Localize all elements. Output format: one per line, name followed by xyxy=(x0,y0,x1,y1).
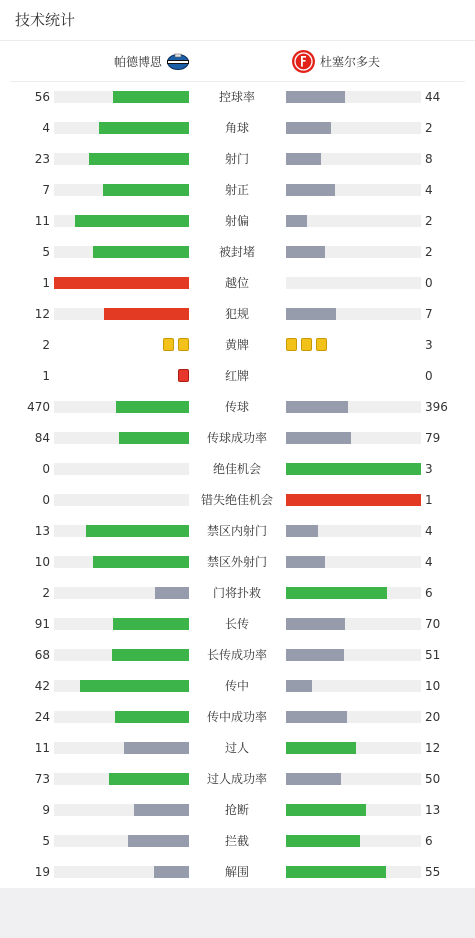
away-bar-fill xyxy=(286,184,335,196)
stat-label: 黄牌 xyxy=(224,338,249,352)
yellow-card-icon xyxy=(301,338,312,351)
stat-row xyxy=(0,392,475,423)
away-value: 10 xyxy=(425,679,441,693)
stat-row xyxy=(0,857,475,888)
stat-row xyxy=(0,547,475,578)
away-bar-fill xyxy=(286,680,312,692)
away-bar-track xyxy=(286,215,421,227)
away-value: 8 xyxy=(425,152,433,166)
home-bar-fill xyxy=(80,680,189,692)
stat-label: 传球 xyxy=(224,400,249,414)
home-value: 470 xyxy=(27,400,50,414)
home-bar-track xyxy=(54,246,189,258)
away-bar-track xyxy=(286,308,421,320)
away-bar-fill xyxy=(286,463,421,475)
stat-row xyxy=(0,175,475,206)
away-value: 0 xyxy=(425,276,433,290)
away-value: 4 xyxy=(425,555,433,569)
stat-row xyxy=(0,516,475,547)
home-value: 1 xyxy=(42,276,50,290)
home-bar-fill xyxy=(115,711,189,723)
home-value: 2 xyxy=(42,338,50,352)
home-bar-fill xyxy=(113,618,189,630)
stat-label: 传中成功率 xyxy=(206,710,267,724)
away-bar-track xyxy=(286,525,421,537)
home-value: 11 xyxy=(34,741,50,755)
home-bar-track xyxy=(54,308,189,320)
stat-row xyxy=(0,795,475,826)
away-bar-fill xyxy=(286,556,325,568)
away-bar-track xyxy=(286,432,421,444)
stat-row xyxy=(0,454,475,485)
stat-label: 长传 xyxy=(224,617,249,631)
stat-label: 错失绝佳机会 xyxy=(200,493,273,507)
stat-row xyxy=(0,206,475,237)
away-bar-fill xyxy=(286,649,344,661)
home-bar-track xyxy=(54,711,189,723)
home-bar-fill xyxy=(112,649,189,661)
home-team-name: 帕德博恩 xyxy=(114,54,163,69)
home-cards xyxy=(178,369,189,382)
home-bar-fill xyxy=(103,184,189,196)
stat-row xyxy=(0,330,475,361)
stats-list xyxy=(0,82,475,888)
away-value: 2 xyxy=(425,214,433,228)
home-bar-track xyxy=(54,91,189,103)
home-value: 56 xyxy=(34,90,50,104)
home-value: 12 xyxy=(34,307,50,321)
away-bar-fill xyxy=(286,866,386,878)
home-bar-track xyxy=(54,153,189,165)
away-bar-track xyxy=(286,618,421,630)
home-value: 10 xyxy=(34,555,50,569)
home-value: 9 xyxy=(42,803,50,817)
away-bar-track xyxy=(286,91,421,103)
stat-label: 拦截 xyxy=(224,834,249,848)
stat-row xyxy=(0,640,475,671)
stat-label: 射偏 xyxy=(224,214,249,228)
stat-label: 控球率 xyxy=(218,90,255,104)
home-bar-fill xyxy=(119,432,189,444)
stat-label: 犯规 xyxy=(224,307,249,321)
away-bar-fill xyxy=(286,308,336,320)
home-bar-track xyxy=(54,649,189,661)
away-value: 50 xyxy=(425,772,441,786)
home-bar-fill xyxy=(93,246,189,258)
home-bar-track xyxy=(54,556,189,568)
home-bar-track xyxy=(54,401,189,413)
away-value: 4 xyxy=(425,183,433,197)
home-bar-fill xyxy=(116,401,189,413)
home-value: 0 xyxy=(42,462,50,476)
away-bar-fill xyxy=(286,804,366,816)
home-value: 4 xyxy=(42,121,50,135)
away-value: 20 xyxy=(425,710,441,724)
home-value: 11 xyxy=(34,214,50,228)
stat-label: 解围 xyxy=(224,865,249,879)
stat-row xyxy=(0,144,475,175)
away-bar-track xyxy=(286,153,421,165)
stat-row xyxy=(0,764,475,795)
home-value: 7 xyxy=(42,183,50,197)
home-bar-fill xyxy=(104,308,189,320)
away-bar-track xyxy=(286,463,421,475)
home-value: 73 xyxy=(34,772,50,786)
home-value: 91 xyxy=(34,617,50,631)
away-value: 44 xyxy=(425,90,441,104)
away-cards xyxy=(286,338,327,351)
stat-row xyxy=(0,423,475,454)
away-bar-track xyxy=(286,122,421,134)
home-bar-fill xyxy=(86,525,189,537)
home-value: 23 xyxy=(34,152,50,166)
stat-label: 过人 xyxy=(224,741,249,755)
home-bar-track xyxy=(54,122,189,134)
paderborn-crest-icon xyxy=(166,53,190,70)
home-bar-fill xyxy=(134,804,189,816)
divider xyxy=(0,40,475,41)
away-bar-track xyxy=(286,835,421,847)
away-bar-fill xyxy=(286,773,341,785)
home-value: 0 xyxy=(42,493,50,507)
away-bar-fill xyxy=(286,401,348,413)
away-value: 12 xyxy=(425,741,441,755)
away-bar-track xyxy=(286,773,421,785)
stat-label: 绝佳机会 xyxy=(212,462,261,476)
stat-row xyxy=(0,671,475,702)
away-bar-fill xyxy=(286,494,421,506)
stat-row xyxy=(0,702,475,733)
home-value: 84 xyxy=(34,431,50,445)
home-bar-fill xyxy=(124,742,189,754)
home-bar-track xyxy=(54,742,189,754)
away-bar-fill xyxy=(286,432,351,444)
stat-row xyxy=(0,733,475,764)
away-value: 79 xyxy=(425,431,441,445)
away-bar-track xyxy=(286,804,421,816)
home-bar-track xyxy=(54,618,189,630)
home-bar-track xyxy=(54,866,189,878)
away-team-name: 杜塞尔多夫 xyxy=(320,54,381,69)
stat-row xyxy=(0,578,475,609)
home-bar-track xyxy=(54,184,189,196)
away-bar-fill xyxy=(286,525,318,537)
stat-row xyxy=(0,826,475,857)
home-bar-track xyxy=(54,494,189,506)
away-bar-fill xyxy=(286,835,360,847)
stat-label: 禁区内射门 xyxy=(206,524,267,538)
home-bar-track xyxy=(54,804,189,816)
home-value: 2 xyxy=(42,586,50,600)
away-bar-fill xyxy=(286,618,345,630)
home-cards xyxy=(163,338,189,351)
away-value: 7 xyxy=(425,307,433,321)
away-bar-fill xyxy=(286,122,331,134)
stat-label: 禁区外射门 xyxy=(206,555,267,569)
home-value: 24 xyxy=(34,710,50,724)
home-bar-fill xyxy=(75,215,189,227)
away-value: 51 xyxy=(425,648,441,662)
away-bar-fill xyxy=(286,246,325,258)
page-title: 技术统计 xyxy=(15,11,76,29)
stat-row xyxy=(0,609,475,640)
away-bar-track xyxy=(286,742,421,754)
away-value: 0 xyxy=(425,369,433,383)
home-bar-fill xyxy=(93,556,189,568)
stat-label: 红牌 xyxy=(224,369,249,383)
away-value: 3 xyxy=(425,338,433,352)
away-value: 4 xyxy=(425,524,433,538)
stat-label: 被封堵 xyxy=(218,245,255,259)
away-bar-track xyxy=(286,246,421,258)
stat-row xyxy=(0,485,475,516)
away-value: 13 xyxy=(425,803,441,817)
home-bar-fill xyxy=(99,122,189,134)
home-bar-fill xyxy=(54,277,189,289)
away-value: 6 xyxy=(425,586,433,600)
home-bar-track xyxy=(54,463,189,475)
away-bar-track xyxy=(286,587,421,599)
away-team[interactable] xyxy=(291,51,380,71)
home-bar-track xyxy=(54,215,189,227)
yellow-card-icon xyxy=(286,338,297,351)
away-bar-track xyxy=(286,401,421,413)
away-value: 1 xyxy=(425,493,433,507)
red-card-icon xyxy=(178,369,189,382)
home-value: 5 xyxy=(42,834,50,848)
yellow-card-icon xyxy=(316,338,327,351)
stat-label: 越位 xyxy=(224,276,249,290)
away-value: 6 xyxy=(425,834,433,848)
away-value: 55 xyxy=(425,865,441,879)
home-value: 5 xyxy=(42,245,50,259)
away-value: 70 xyxy=(425,617,441,631)
stat-label: 门将扑救 xyxy=(212,586,261,600)
home-bar-track xyxy=(54,835,189,847)
away-bar-track xyxy=(286,680,421,692)
away-value: 2 xyxy=(425,121,433,135)
home-value: 1 xyxy=(42,369,50,383)
yellow-card-icon xyxy=(178,338,189,351)
away-bar-fill xyxy=(286,215,307,227)
stat-label: 角球 xyxy=(224,121,249,135)
away-bar-fill xyxy=(286,587,387,599)
stat-label: 长传成功率 xyxy=(206,648,267,662)
stat-row xyxy=(0,299,475,330)
away-value: 396 xyxy=(425,400,448,414)
home-bar-track xyxy=(54,525,189,537)
away-bar-fill xyxy=(286,91,345,103)
home-bar-track xyxy=(54,432,189,444)
home-bar-track xyxy=(54,773,189,785)
stat-label: 抢断 xyxy=(224,803,249,817)
stat-row xyxy=(0,82,475,113)
away-bar-track xyxy=(286,711,421,723)
away-bar-track xyxy=(286,277,421,289)
stat-row xyxy=(0,113,475,144)
home-bar-fill xyxy=(128,835,189,847)
stat-label: 过人成功率 xyxy=(206,772,267,786)
home-bar-fill xyxy=(89,153,189,165)
away-bar-track xyxy=(286,184,421,196)
home-team[interactable] xyxy=(114,51,190,71)
home-bar-fill xyxy=(109,773,189,785)
away-bar-track xyxy=(286,556,421,568)
home-value: 19 xyxy=(34,865,50,879)
away-value: 2 xyxy=(425,245,433,259)
stat-label: 射门 xyxy=(224,152,249,166)
home-bar-fill xyxy=(155,587,189,599)
home-value: 42 xyxy=(34,679,50,693)
away-bar-track xyxy=(286,649,421,661)
stat-row xyxy=(0,268,475,299)
home-bar-fill xyxy=(113,91,189,103)
duesseldorf-crest-icon xyxy=(291,49,316,74)
home-value: 68 xyxy=(34,648,50,662)
away-bar-track xyxy=(286,494,421,506)
away-bar-fill xyxy=(286,742,356,754)
stat-label: 传中 xyxy=(224,679,249,693)
away-bar-track xyxy=(286,866,421,878)
away-bar-fill xyxy=(286,153,321,165)
home-bar-fill xyxy=(154,866,189,878)
stat-row xyxy=(0,237,475,268)
stat-label: 射正 xyxy=(224,183,249,197)
home-value: 13 xyxy=(34,524,50,538)
stat-row xyxy=(0,361,475,392)
away-value: 3 xyxy=(425,462,433,476)
home-bar-track xyxy=(54,680,189,692)
home-bar-track xyxy=(54,587,189,599)
away-bar-fill xyxy=(286,711,347,723)
yellow-card-icon xyxy=(163,338,174,351)
home-bar-track xyxy=(54,277,189,289)
stat-label: 传球成功率 xyxy=(206,431,267,445)
